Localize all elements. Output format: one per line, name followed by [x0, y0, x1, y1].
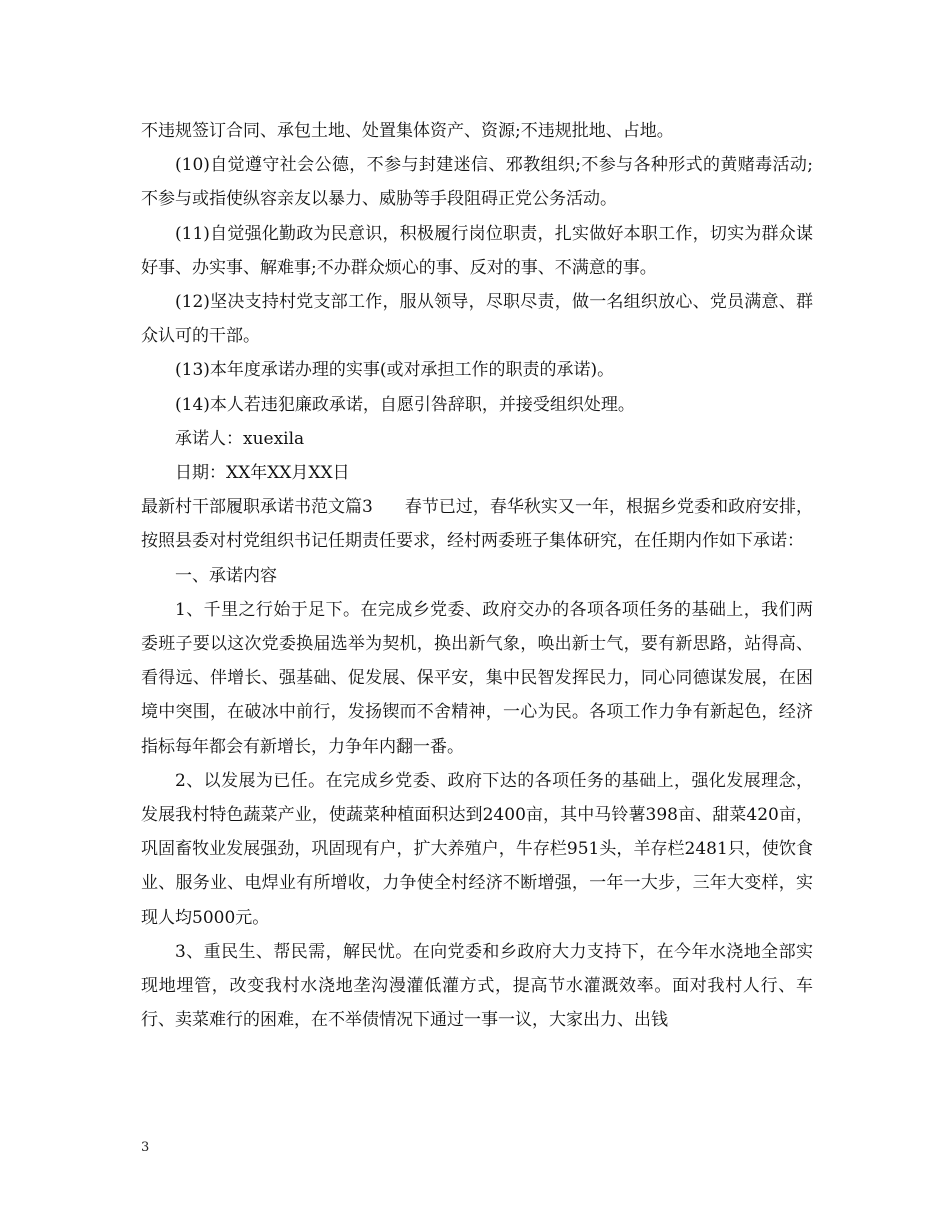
paragraph: 3、重民生、帮民需，解民忧。在向党委和乡政府大力支持下，在今年水浇地全部实现地埋管，改变我村水浇地垄沟漫灌低灌方式，提高节水灌溉效率。面对我村人行、车行、卖菜难行的困难，在不举债情况下通过一事一议，大家出力、出钱	[141, 941, 813, 1031]
signatory-line: 承诺人：xuexila	[175, 428, 305, 449]
paragraph: (11)自觉强化勤政为民意识，积极履行岗位职责，扎实做好本职工作，切实为群众谋好事、办实事、解难事;不办群众烦心的事、反对的事、不满意的事。	[141, 223, 813, 278]
page-number: 3	[141, 1140, 150, 1155]
paragraph: 不违规签订合同、承包土地、处置集体资产、资源;不违规批地、占地。	[141, 121, 674, 141]
paragraph: (14)本人若违犯廉政承诺，自愿引咎辞职，并接受组织处理。	[175, 394, 635, 415]
paragraph: 1、千里之行始于足下。在完成乡党委、政府交办的各项各项任务的基础上，我们两委班子要以这次党委换届选举为契机，换出新气象，唤出新士气，要有新思路，站得高、看得远、伴增长、强基础、促发展、保平安，集中民智发挥民力，同心同德谋发展，在困境中突围，在破冰中前行，发扬锲而不舍精神，一心为民。各项工作力争有新起色，经济指标每年都会有新增长，力争年内翻一番。	[141, 599, 813, 757]
paragraph: (12)坚决支持村党支部工作，服从领导，尽职尽责，做一名组织放心、党员满意、群众认可的干部。	[141, 292, 813, 347]
paragraph: 2、以发展为已任。在完成乡党委、政府下达的各项任务的基础上，强化发展理念，发展我村特色蔬菜产业，使蔬菜种植面积达到2400亩，其中马铃薯398亩、甜菜420亩，巩固畜牧业发展强劲，巩固现有户，扩大养殖户，牛存栏951头，羊存栏2481只，使饮食业、服务业、电焊业有所增收，力争使全村经济不断增强，一年一大步，三年大变样，实现人均5000元。	[141, 770, 813, 928]
heading-commitments: 一、承诺内容	[175, 565, 277, 586]
section-intro: 春节已过，春华秋实又一年，根据乡党委和政府安排，按照县委对村党组织书记任期责任要求，经村两委班子集体研究，在任期内作如下承诺：	[141, 497, 814, 552]
document-body	[141, 114, 813, 1037]
paragraph: (10)自觉遵守社会公德，不参与封建迷信、邪教组织;不参与各种形式的黄赌毒活动;不参与或指使纵容亲友以暴力、威胁等手段阻碍正党公务活动。	[141, 155, 813, 210]
section-paragraph	[141, 490, 813, 558]
section-title: 最新村干部履职承诺书范文篇3	[141, 497, 373, 518]
date-line: 日期：XX年XX月XX日	[175, 463, 350, 484]
paragraph: (13)本年度承诺办理的实事(或对承担工作的职责的承诺)。	[175, 360, 615, 381]
